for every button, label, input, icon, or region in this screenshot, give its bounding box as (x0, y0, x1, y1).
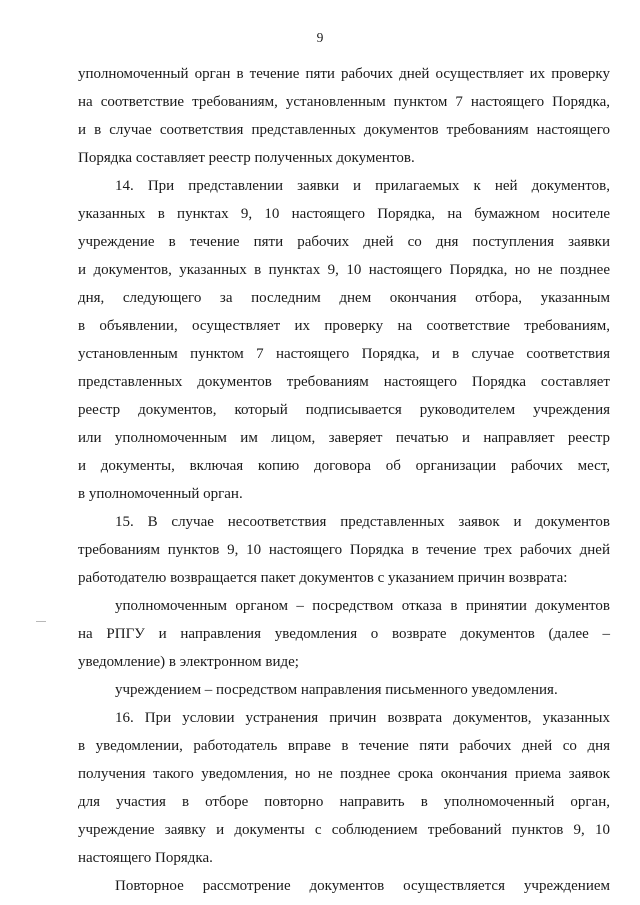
text-line: указанных в пунктах 9, 10 настоящего Порядка, на бумажном носителе (78, 206, 610, 222)
text-line: уполномоченный орган в течение пяти рабочих дней осуществляет их проверку (78, 66, 610, 82)
text-line: требованиям пунктов 9, 10 настоящего Порядка в течение трех рабочих дней (78, 542, 610, 558)
text-line: уведомление) в электронном виде; (78, 654, 299, 670)
text-line: в уведомлении, работодатель вправе в течение пяти рабочих дней со дня (78, 738, 610, 754)
paragraph-first-line: Повторное рассмотрение документов осуществляется учреждением (115, 878, 610, 894)
text-line: работодателю возвращается пакет документов с указанием причин возврата: (78, 570, 568, 586)
margin-mark (36, 621, 46, 622)
text-line: в уполномоченный орган. (78, 486, 243, 502)
text-line: на РПГУ и направления уведомления о возврате документов (далее – (78, 626, 610, 642)
text-line: для участия в отборе повторно направить в уполномоченный орган, (78, 794, 610, 810)
text-line: настоящего Порядка. (78, 850, 213, 866)
paragraph-16-first-line: 16. При условии устранения причин возврата документов, указанных (115, 710, 610, 726)
paragraph-14-first-line: 14. При представлении заявки и прилагаемых к ней документов, (115, 178, 610, 194)
text-line: на соответствие требованиям, установленным пунктом 7 настоящего Порядка, (78, 94, 610, 110)
list-item-first-line: уполномоченным органом – посредством отказа в принятии документов (115, 598, 610, 614)
text-line: получения такого уведомления, но не позднее срока окончания приема заявок (78, 766, 610, 782)
text-line: и в случае соответствия представленных документов требованиям настоящего (78, 122, 610, 138)
text-line: установленным пунктом 7 настоящего Порядка, и в случае соответствия (78, 346, 610, 362)
paragraph-15-first-line: 15. В случае несоответствия представленных заявок и документов (115, 514, 610, 530)
text-line: представленных документов требованиям настоящего Порядка составляет (78, 374, 610, 390)
list-item-line: учреждением – посредством направления письменного уведомления. (115, 682, 558, 698)
text-line: и документов, указанных в пунктах 9, 10 настоящего Порядка, но не позднее (78, 262, 610, 278)
text-line: учреждение заявку и документы с соблюдением требований пунктов 9, 10 (78, 822, 610, 838)
text-line: учреждение в течение пяти рабочих дней со дня поступления заявки (78, 234, 610, 250)
text-line: дня, следующего за последним днем окончания отбора, указанным (78, 290, 610, 306)
text-line: или уполномоченным им лицом, заверяет печатью и направляет реестр (78, 430, 610, 446)
text-line: в объявлении, осуществляет их проверку на соответствие требованиям, (78, 318, 610, 334)
page-number: 9 (316, 30, 324, 45)
text-line: Порядка составляет реестр полученных документов. (78, 150, 415, 166)
text-line: реестр документов, который подписывается руководителем учреждения (78, 402, 610, 418)
text-line: и документы, включая копию договора об организации рабочих мест, (78, 458, 610, 474)
